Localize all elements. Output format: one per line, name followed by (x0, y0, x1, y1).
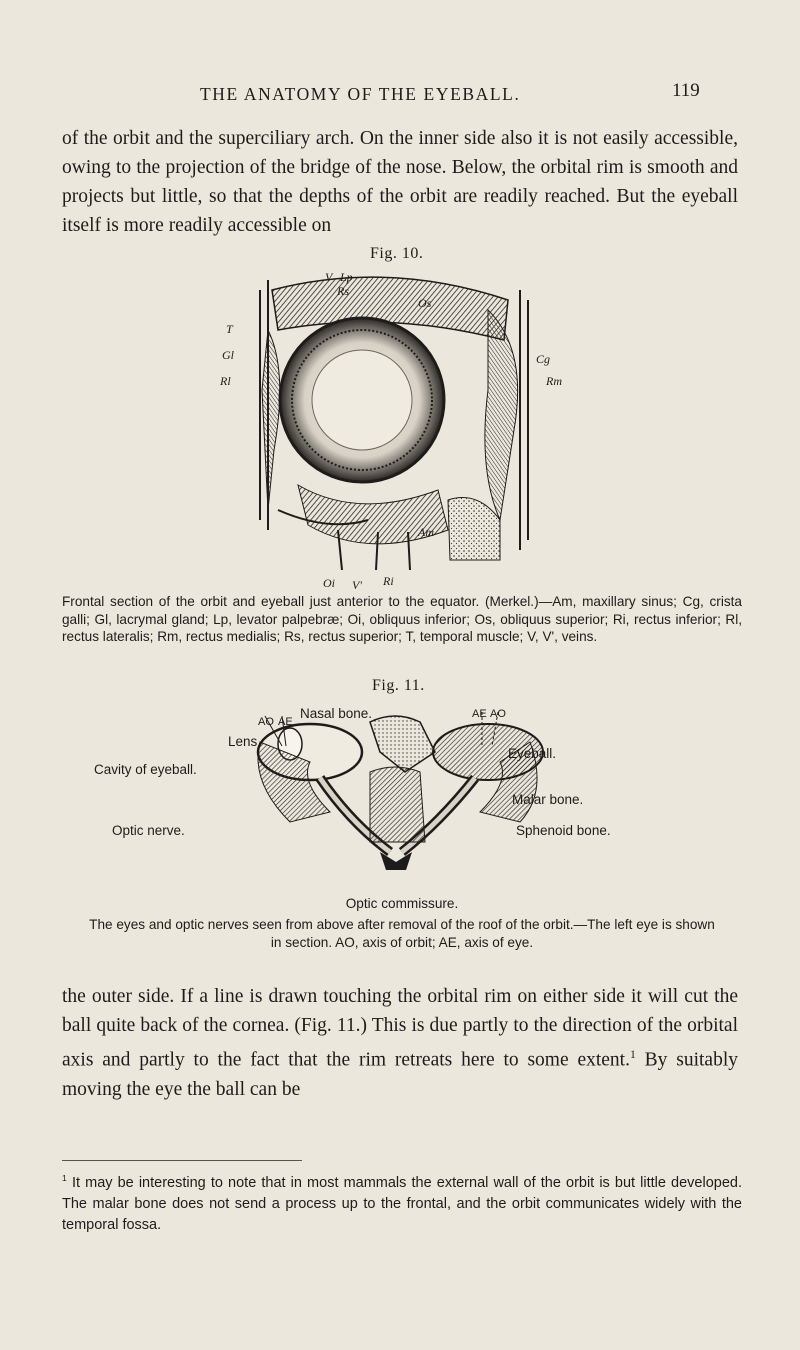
figure-10-title: Fig. 10. (370, 245, 424, 262)
fig10-label-am: Am (418, 525, 434, 539)
paragraph-bottom-part-b: By suitably moving the eye the ball can be (62, 1049, 738, 1100)
page-number: 119 (672, 80, 700, 101)
fig10-label-lp: Lp (340, 270, 353, 284)
paragraph-bottom (62, 982, 738, 1104)
fig11-label-sphenoid: Sphenoid bone. (516, 823, 611, 838)
fig10-label-v2: V' (352, 578, 362, 592)
fig11-label-optic-nerve: Optic nerve. (112, 823, 185, 838)
footnote (62, 1168, 742, 1236)
fig10-label-gl: Gl (222, 348, 234, 362)
fig11-label-eyeball: Eyeball. (508, 746, 557, 761)
fig10-label-rm: Rm (546, 374, 562, 388)
fig10-label-v: V (325, 270, 333, 284)
footnote-text: It may be interesting to note that in most mammals the external wall of the orbit is but little developed. The malar bone does not send a process up to the frontal, and the orbit communicates widely with the temporal fossa. (62, 1174, 742, 1233)
fig10-label-t: T (226, 322, 233, 336)
paragraph-bottom-text (62, 982, 738, 1104)
fig10-label-rl: Rl (220, 374, 231, 388)
fig10-label-os: Os (418, 296, 432, 310)
paragraph-top (62, 124, 738, 240)
figure-11-caption-line1: The eyes and optic nerves seen from above after removal of the roof of the orbit.—The left eye is shown (89, 917, 715, 932)
footnote-reference: 1 (629, 1048, 636, 1061)
figure-10-caption: Frontal section of the orbit and eyeball just anterior to the equator. (Merkel.)—Am, maxillary sinus; Cg, crista galli; Gl, lacrymal gland; Lp, levator palpebræ; Oi, obliquus inferior; Os, obliquus superior; Ri, rectus inferior; Rl, rectus lateralis; Rm, rectus medialis; Rs, rectus superior; T, temporal muscle; V, V', veins. (62, 594, 742, 644)
fig11-label-lens: Lens. (228, 734, 262, 749)
fig11-label-malar: Malar bone. (512, 792, 584, 807)
footnote-divider (62, 1160, 302, 1161)
running-title: THE ANATOMY OF THE EYEBALL. (200, 84, 521, 104)
figure-11-illustration (230, 712, 560, 872)
fig11-label-ao-left: AO (258, 716, 274, 728)
fig10-label-ri: Ri (383, 574, 394, 588)
fig10-label-oi: Oi (323, 576, 335, 590)
fig11-label-cavity: Cavity of eyeball. (94, 762, 197, 777)
fig11-label-ao-right: AO (490, 708, 506, 720)
fig11-label-nasal-bone: Nasal bone. (300, 706, 373, 721)
figure-10-illustration (238, 270, 550, 570)
fig11-label-ae-right: AE (472, 708, 487, 720)
footnote-marker: 1 (62, 1173, 67, 1183)
paragraph-top-text: of the orbit and the superciliary arch. On the inner side also it is not easily accessible, owing to the projection of the bridge of the nose. Below, the orbital rim is smooth and projects but little, so that the depths of the orbit are readily reached. But the eyeball itself is more readily accessible on (62, 128, 738, 236)
fig10-label-rs: Rs (337, 284, 349, 298)
fig11-label-commissure: Optic commissure. (345, 896, 459, 911)
figure-11-title: Fig. 11. (372, 677, 425, 694)
figure-11-caption-line2: in section. AO, axis of orbit; AE, axis of eye. (270, 935, 534, 950)
paragraph-bottom-part-a: the outer side. If a line is drawn touching the orbital rim on either side it will cut the ball quite back of the cornea. (Fig. 11.) This is due partly to the direction of the orbital axis and partly to the fact that the rim retreats here to some extent. (62, 986, 738, 1071)
fig10-label-cg: Cg (536, 352, 551, 366)
fig11-label-ae-left: AE (278, 716, 293, 728)
